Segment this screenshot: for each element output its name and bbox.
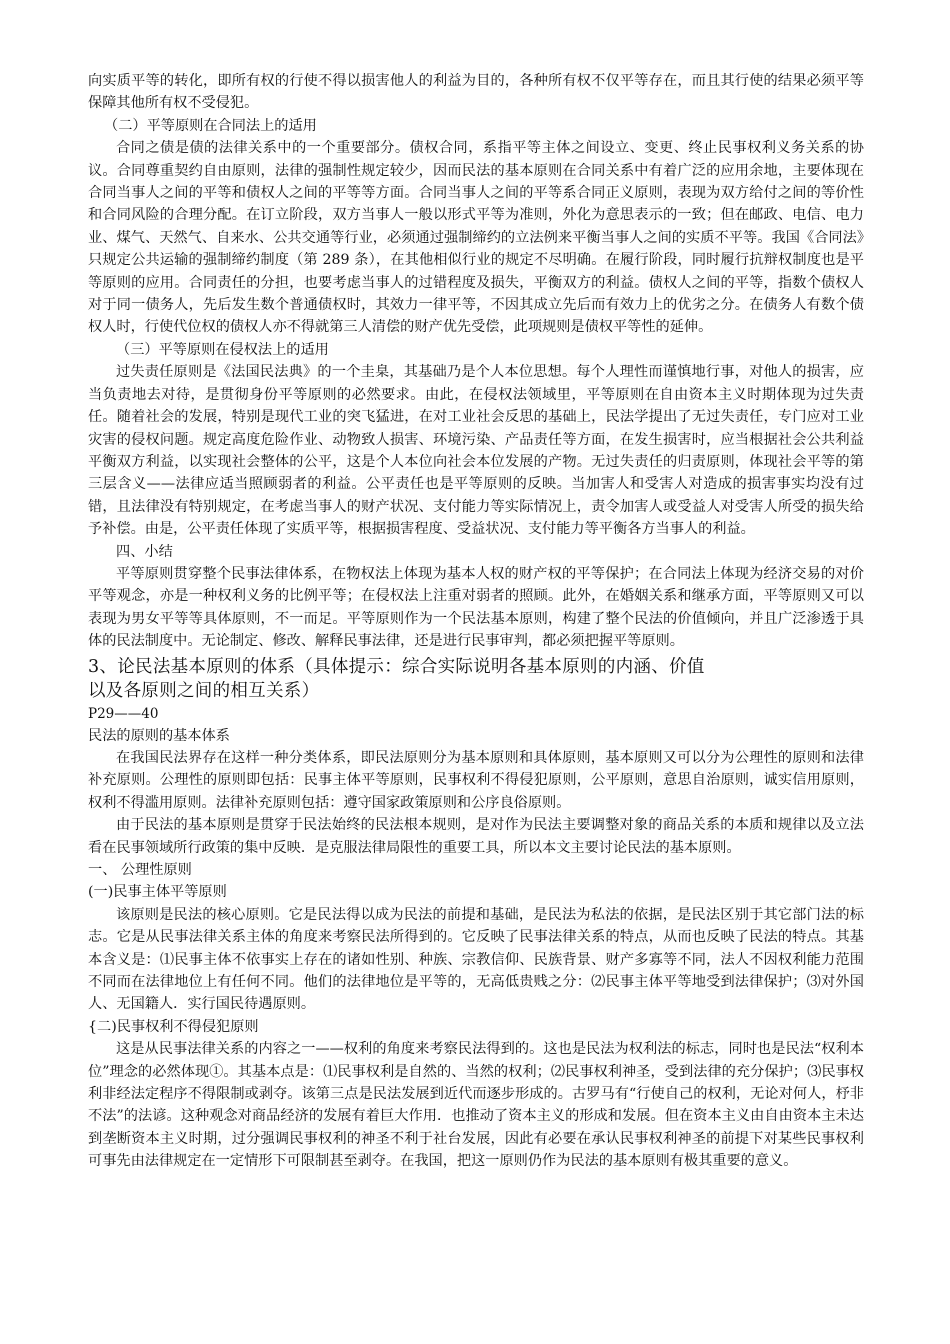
paragraph-basic-principles-intro: 由于民法的基本原则是贯穿于民法始终的民法根本规则，是对作为民法主要调整对象的商品关系的本质和规律以及立法看在民事领域所行政策的集中反映．是克服法律局限性的重要工具，所以本文主要讨论民法的基本原则。 <box>88 817 864 856</box>
paragraph-classification: 在我国民法界存在这样一种分类体系，即民法原则分为基本原则和具体原则，基本原则又可以分为公理性的原则和法律补充原则。公理性的原则即包括：民事主体平等原则，民事权利不得侵犯原则，公平原则，意思自治原则，诚实信用原则，权利不得滥用原则。法律补充原则包括：遵守国家政策原则和公序良俗原则。 <box>88 749 864 811</box>
question-heading-line-2: 以及各原则之间的相互关系） <box>88 680 320 701</box>
paragraph-inviolability-of-rights: 这是从民事法律关系的内容之一——权利的角度来考察民法得到的。这也是民法为权利法的标志，同时也是民法“权利本位”理念的必然体现①。其基本点是：⑴民事权利是自然的、当然的权利；⑵民事权利神圣，受到法律的充分保护；⑶民事权利非经法定程序不得限制或剥夺。该第三点是民法发展到近代而逐步形成的。古罗马有“行使自己的权利，无论对何人，杼非不法”的法谚。这种观念对商品经济的发展有着巨大作用．也推动了资本主义的形成和发展。但在资本主义由自由资本主未达到垄断资本主义时期，过分强调民事权利的神圣不利于社台发展，因此有必要在承认民事权利神圣的前提下对某些民事权利可事先由法律规定在一定情形下可限制甚至剥夺。在我国，把这一原则仍作为民法的基本原则有极其重要的意义。 <box>88 1041 864 1170</box>
paragraph-equality-of-subjects: 该原则是民法的核心原则。它是民法得以成为民法的前提和基础，是民法为私法的依据，是民法区别于其它部门法的标志。它是从民事法律关系主体的角度来考察民法所得到的。它反映了民事法律关系的特点，从而也反映了民法的特点。其基本含义是：⑴民事主体不依事实上存在的诸如性别、种族、宗教信仰、民族背景、财产多寡等不同，法人不因权利能力范围不同而在法律地位上有任何不同。他们的法律地位是平等的，无高低贵贱之分：⑵民事主体平等地受到法律保护；⑶对外国人、无国籍人．实行国民待遇原则。 <box>88 906 864 1013</box>
document-page <box>88 70 864 1173</box>
paragraph-summary: 平等原则贯穿整个民事法律体系，在物权法上体现为基本人权的财产权的平等保护；在合同法上体现为经济交易的对价平等观念，亦是一种权利义务的比例平等；在侵权法上注重对弱者的照顾。此外，在婚姻关系和继承方面，平等原则又可以表现为男女平等等具体原则，不一而足。平等原则作为一个民法基本原则，构建了整个民法的价值倾向，并且广泛渗透于具体的民法制度中。无论制定、修改、解释民事法律，还是进行民事审判，都必须把握平等原则。 <box>88 565 864 650</box>
section-heading-contract-law: （二）平等原则在合同法上的适用 <box>104 117 317 134</box>
section-heading-basic-system: 民法的原则的基本体系 <box>88 727 230 744</box>
question-heading-line-1: 3、论民法基本原则的体系（具体提示：综合实际说明各基本原则的内涵、价值 <box>88 656 705 677</box>
paragraph-contract-law: 合同之债是债的法律关系中的一个重要部分。债权合同，系指平等主体之间设立、变更、终止民事权利义务关系的协议。合同尊重契约自由原则，法律的强制性规定较少，因而民法的基本原则在合同关系中有着广泛的应用余地，主要体现在合同当事人之间的平等和债权人之间的平等等方面。合同当事人之间的平等系合同正义原则，表现为双方给付之间的等价性和合同风险的合理分配。在订立阶段，双方当事人一般以形式平等为准则，外化为意思表示的一致；但在邮政、电信、电力业、煤气、天然气、自来水、公共交通等行业，必须通过强制缔约的立法例来平衡当事人之间的实质不平等。我国《合同法》只规定公共运输的强制缔约制度（第 289 条），在其他相似行业的规定不尽明确。在履行阶段，同时履行抗辩权制度也是平等原则的应用。合同责任的分担，也要考虑当事人的过错程度及损失，平衡双方的利益。债权人之间的平等，指数个债权人对于同一债务人，先后发生数个普通债权时，其效力一律平等，不因其成立先后而有效力上的优劣之分。在债务人有数个债权人时，行使代位权的债权人亦不得就第三人清偿的财产优先受偿，此项规则是债权平等性的延伸。 <box>88 140 864 336</box>
subheading-equality-of-subjects: (一)民事主体平等原则 <box>88 884 227 901</box>
subheading-inviolability-of-rights: {二)民事权利不得侵犯原则 <box>88 1018 259 1035</box>
paragraph-ownership-conclusion: 向实质平等的转化，即所有权的行使不得以损害他人的利益为目的，各种所有权不仅平等存在，而且其行使的结果必须平等保障其他所有权不受侵犯。 <box>88 73 864 112</box>
section-heading-summary: 四、小结 <box>116 543 173 560</box>
page-reference: P29——40 <box>88 705 159 722</box>
section-heading-axiomatic-principles: 一、 公理性原则 <box>88 862 192 878</box>
paragraph-tort-law: 过失责任原则是《法国民法典》的一个圭臬，其基础乃是个人本位思想。每个人理性而谨慎地行事，对他人的损害，应当负责地去对待，是贯彻身份平等原则的必然要求。由此，在侵权法领域里，平等原则在自由资本主义时期体现为过失责任。随着社会的发展，特别是现代工业的突飞猛进，在对工业社会反思的基础上，民法学提出了无过失责任，专门应对工业灾害的侵权问题。规定高度危险作业、动物致人损害、环境污染、产品责任等方面，在发生损害时，应当根据社会公共利益平衡双方利益，以实现社会整体的公平，这是个人本位向社会本位发展的产物。无过失责任的归责原则，体现社会平等的第三层含义——法律应适当照顾弱者的利益。公平责任也是平等原则的反映。当加害人和受害人对造成的损害事实均没有过错，且法律没有特别规定，在考虑当事人的财产状况、支付能力等实际情况上，责令加害人或受益人对受害人所受的损失给予补偿。由是，公平责任体现了实质平等，根据损害程度、受益状况、支付能力等平衡各方当事人的利益。 <box>88 364 864 538</box>
section-heading-tort-law: （三）平等原则在侵权法上的适用 <box>116 341 329 358</box>
